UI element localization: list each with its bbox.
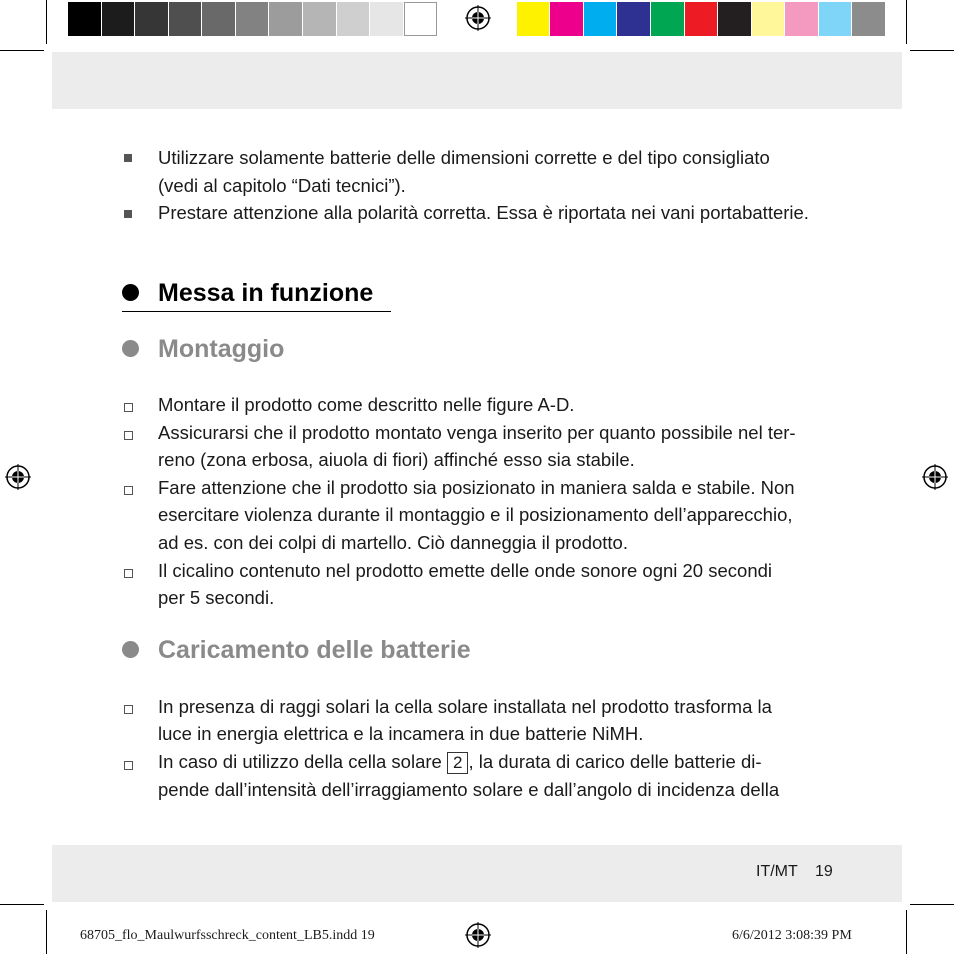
color-swatch [584,2,618,36]
section-heading: Messa in funzione [158,279,374,307]
color-swatch [685,2,719,36]
text-line: Prestare attenzione alla polarità corretta. Essa è riportata nei vani portabatterie. [158,202,809,223]
crop-mark [910,50,954,51]
color-swatch [337,2,371,36]
color-swatch [785,2,819,36]
color-swatch [617,2,651,36]
color-swatch [68,2,102,36]
text-line: Montare il prodotto come descritto nelle figure A-D. [158,394,575,415]
header-band [52,52,902,109]
text-line: pende dall’intensità dell’irraggiamento solare e dall’angolo di incidenza della [158,779,780,800]
color-swatch [404,2,438,36]
text-line: Assicurarsi che il prodotto montato venga inserito per quanto possibile nel ter- [158,422,796,443]
crop-mark [46,910,47,954]
registration-mark-icon [465,922,491,948]
crop-mark [0,904,44,905]
text-line [158,748,762,776]
color-swatch [169,2,203,36]
color-swatch [819,2,853,36]
bullet-open-square-icon [124,569,133,578]
text-line: Il cicalino contenuto nel prodotto emette delle onde sonore ogni 20 secondi [158,560,773,581]
bullet-square-icon [124,210,132,218]
text-line: reno (zona erbosa, aiuola di fiori) affinché esso sia stabile. [158,449,635,470]
bullet-open-square-icon [124,761,133,770]
text-segment: In caso di utilizzo della cella solare [158,751,447,772]
registration-mark-icon [5,464,31,490]
bullet-open-square-icon [124,431,133,440]
registration-mark-icon [465,5,491,31]
color-swatch [102,2,136,36]
text-line: Utilizzare solamente batterie delle dimensioni corrette e del tipo consigliato [158,147,770,168]
crop-mark [910,904,954,905]
page-language-code: IT/MT [756,863,798,880]
color-swatch [517,2,551,36]
color-swatch [303,2,337,36]
section-heading: Montaggio [158,335,285,363]
heading-dot-icon [122,340,139,357]
color-swatch [651,2,685,36]
color-swatch [718,2,752,36]
text-line: per 5 secondi. [158,587,275,608]
section-heading: Caricamento delle batterie [158,636,471,664]
color-swatch [852,2,886,36]
bullet-open-square-icon [124,403,133,412]
text-line: esercitare violenza durante il montaggio e il posizionamento dell’apparecchio, [158,504,793,525]
bullet-open-square-icon [124,705,133,714]
color-swatch [135,2,169,36]
slug-filename: 68705_flo_Maulwurfsschreck_content_LB5.indd 19 [80,928,375,943]
crop-mark [0,50,44,51]
color-swatch [370,2,404,36]
text-segment: , la durata di carico delle batterie di- [468,751,762,772]
heading-dot-icon [122,641,139,658]
text-line: In presenza di raggi solari la cella solare installata nel prodotto trasforma la [158,696,772,717]
color-swatch [550,2,584,36]
heading-underline [122,311,391,312]
color-swatch [269,2,303,36]
crop-mark [46,0,47,44]
page-number: 19 [815,863,833,880]
registration-mark-icon [922,464,948,490]
text-line: (vedi al capitolo “Dati tecnici”). [158,175,406,196]
color-swatch [752,2,786,36]
heading-dot-icon [122,284,139,301]
crop-mark [906,910,907,954]
text-line: luce in energia elettrica e la incamera in due batterie NiMH. [158,723,644,744]
text-line: Fare attenzione che il prodotto sia posizionato in maniera salda e stabile. Non [158,477,795,498]
reference-number-box: 2 [447,752,468,774]
text-line: ad es. con dei colpi di martello. Ciò danneggia il prodotto. [158,532,628,553]
slug-timestamp: 6/6/2012 3:08:39 PM [732,928,852,943]
color-swatch [236,2,270,36]
bullet-open-square-icon [124,486,133,495]
bullet-square-icon [124,154,132,162]
crop-mark [906,0,907,44]
color-swatch [202,2,236,36]
